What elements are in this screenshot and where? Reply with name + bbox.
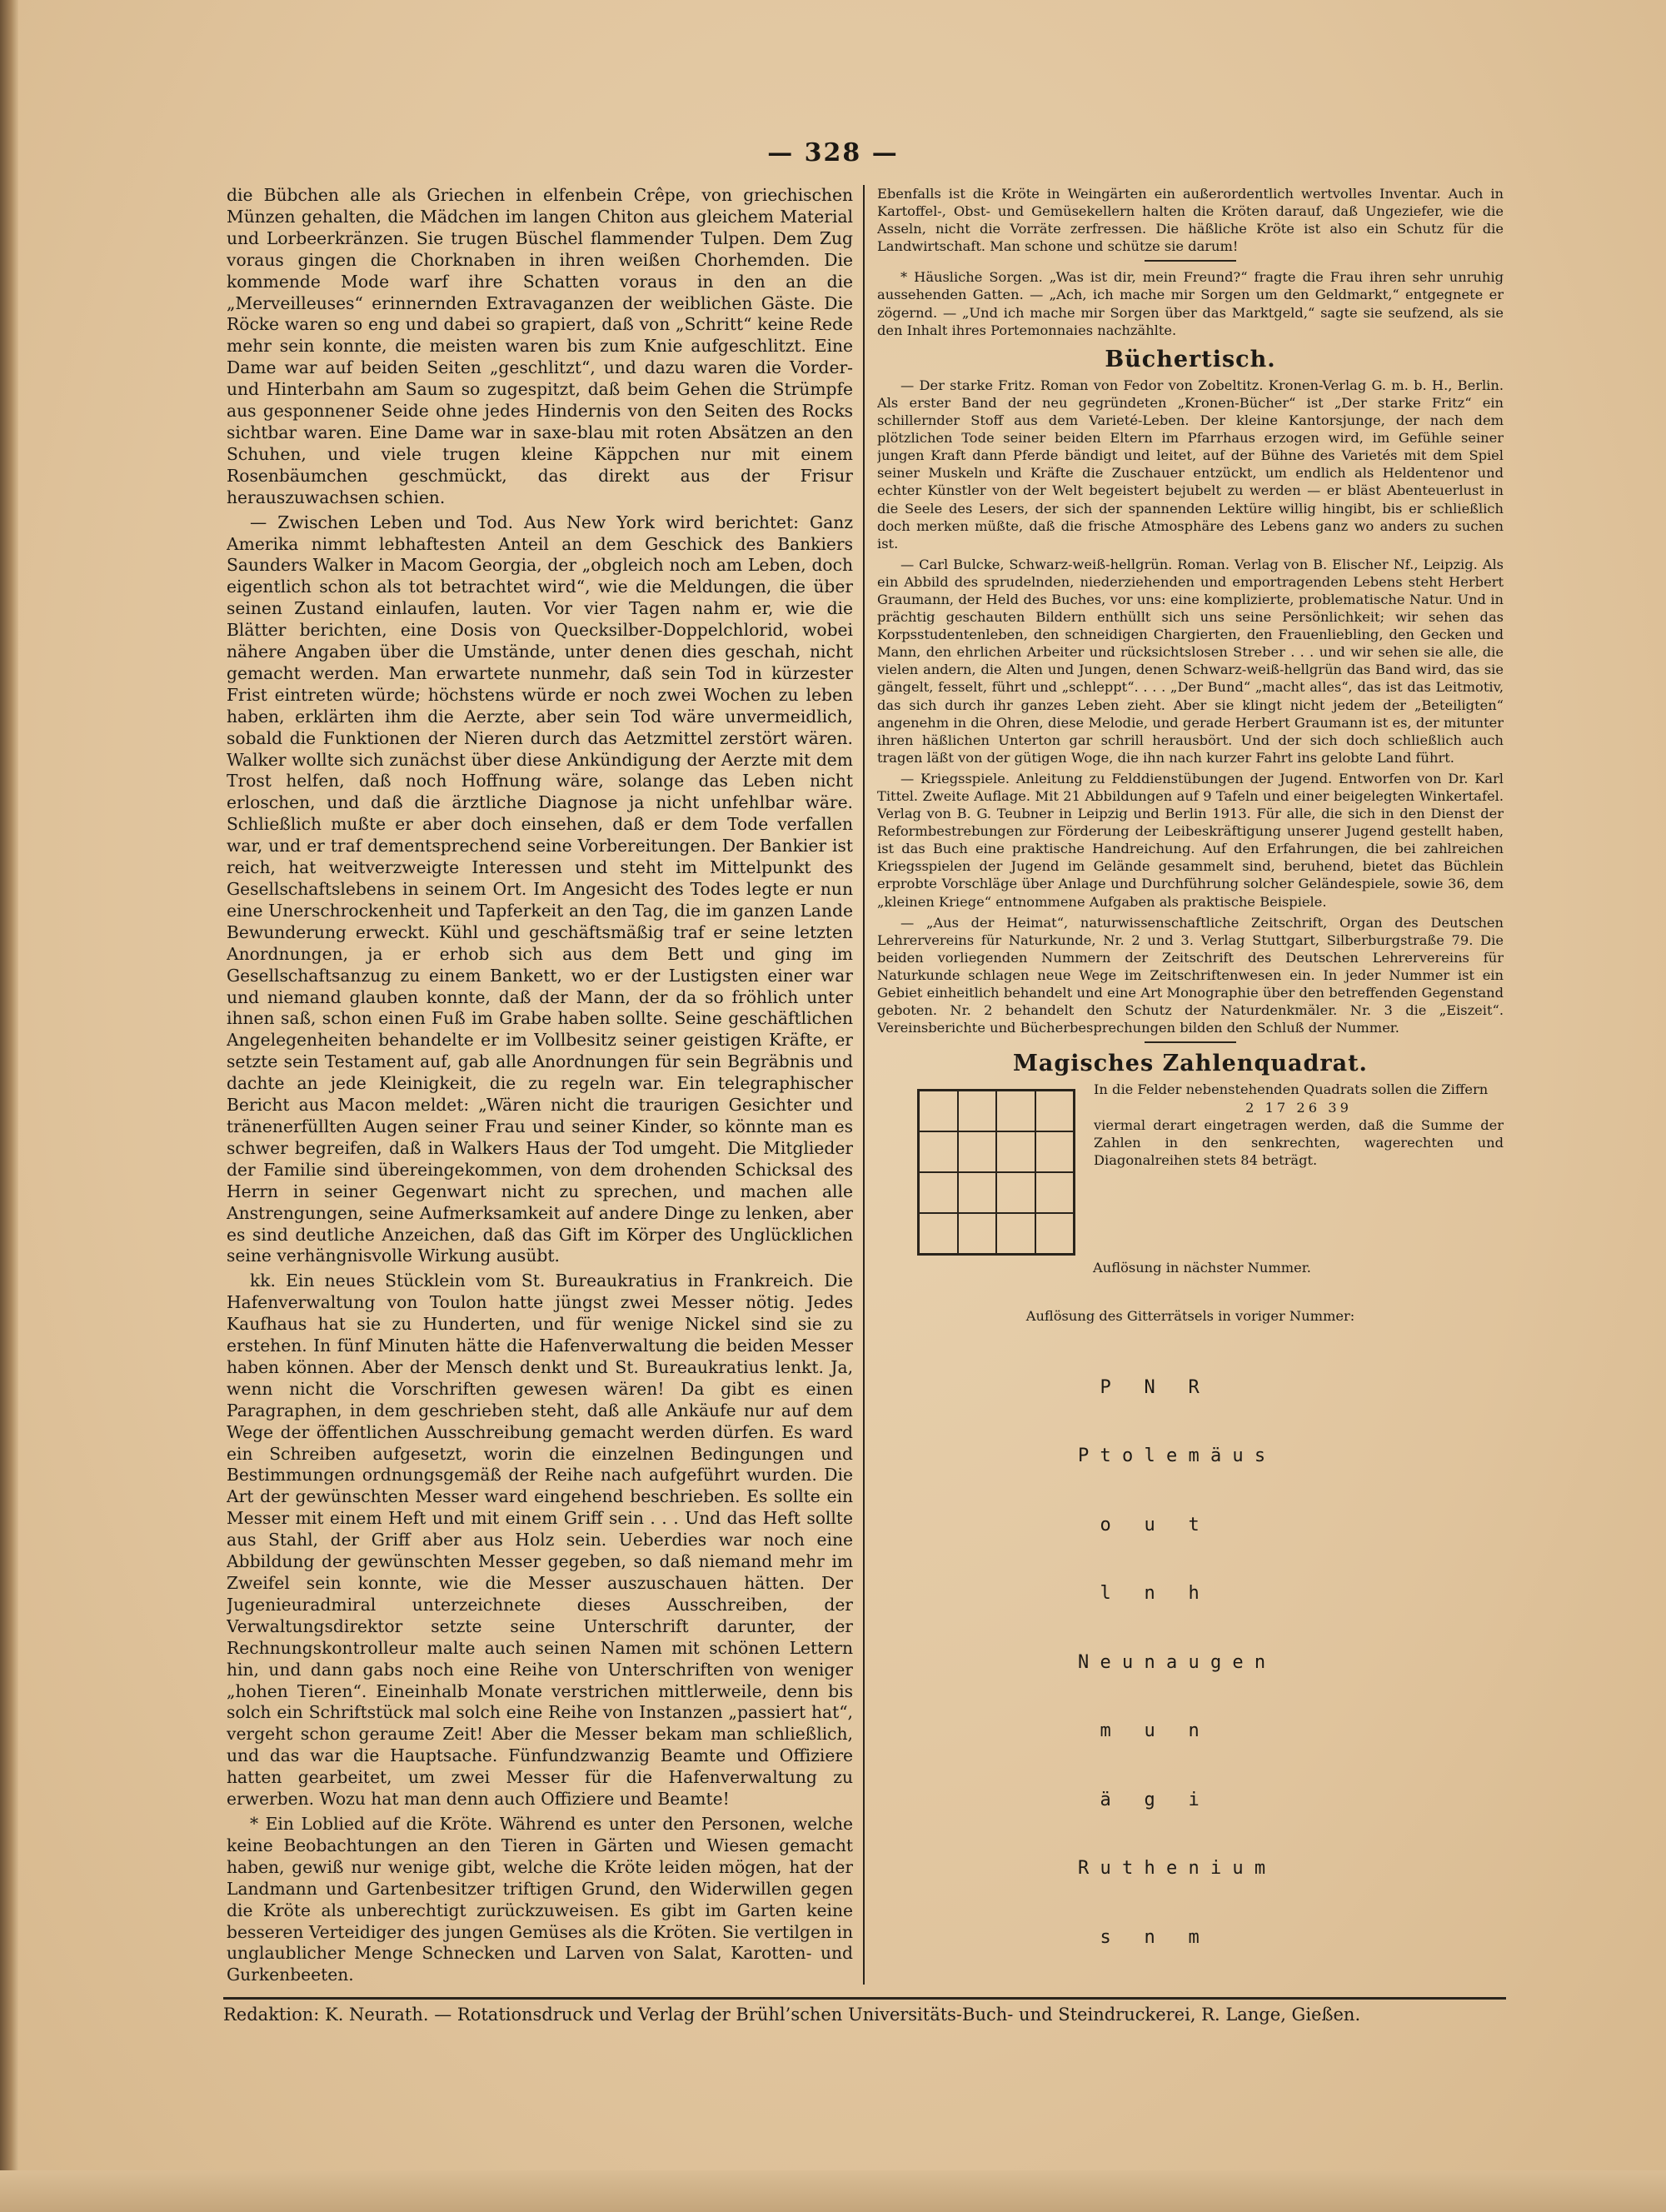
footer-divider: [223, 1997, 1506, 2000]
grid-cell: [1035, 1172, 1075, 1213]
article-loblied-kroete: * Ein Loblied auf die Kröte. Während es unter den Personen, welche keine Beobachtungen an den Tieren in Gärten und Wiesen gemacht haben, gewiß nur wenige gibt, welche die Kröte leiden mögen, hat der Landmann und Gartenbesitzer triftigen Grund, den Widerwillen gegen die Kröte als unberechtigt zurückzuweisen. Es gibt im Garten keine besseren Verteidiger des jungen Gemüses als die Kröten. Sie vertilgen in unglaublicher Menge Schnecken und Larven von Salat, Karotten- und Gurkenbeeten.: [227, 1813, 853, 1985]
grid-cell: [958, 1172, 997, 1213]
grid-cell: [1035, 1213, 1075, 1254]
article-zwischen-leben-und-tod: — Zwischen Leben und Tod. Aus New York wird berichtet: Ganz Amerika nimmt lebhaftesten Anteil an dem Geschick des Bankiers Saunders Walker in Macom Georgia, der „obgleich noch am Leben, doch eigentlich schon als tot betrachtet wird“, wie die Meldungen, die über seinen Zustand einlaufen, lauten. Vor vier Tagen nahm er, wie die Blätter berichten, eine Dosis von Quecksilber-Doppelchlorid, wobei nähere Angaben über die Umstände, unter denen dies geschah, nicht gemacht werden. Man erwartete nunmehr, daß sein Tod in kürzester Frist eintreten würde; höchstens würde er noch zwei Wochen zu leben haben, erklärten ihm die Aerzte, aber sein Tod wäre unvermeidlich, sobald die Funktionen der Nieren durch das Aetzmittel zerstört wären. Walker wollte sich zunächst über diese Ankündigung der Aerzte mit dem Trost helfen, daß noch Hoffnung wäre, solange das Leben nicht erloschen, und daß die ärztliche Diagnose ja nicht unfehlbar wäre. Schließlich mußte er aber doch einsehen, daß er dem Tode verfallen war, und er traf dementsprechend seine Vorbereitungen. Der Bankier ist reich, hat weitverzweigte Interessen und steht im Mittelpunkt des Gesellschaftslebens in seinem Ort. Im Angesicht des Todes legte er nun eine Unerschrockenheit und Tapferkeit an den Tag, die im ganzen Lande Bewunderung erweckt. Kühl und geschäftsmäßig traf er seine letzten Anordnungen, ja er erhob sich aus dem Bett und ging im Gesellschaftsanzug zu einem Bankett, wo er der Lustigsten einer war und niemand glauben konnte, daß der Mann, der da so fröhlich unter ihnen saß, schon einen Fuß im Grabe haben sollte. Seine geschäftlichen Angelegenheiten behandelte er im Vollbesitz seiner geistigen Kräfte, er setzte sein Testament auf, gab alle Anordnungen für sein Begräbnis und dachte an jede Kleinigkeit, die zu regeln war. Ein telegraphischer Bericht aus Macon meldet: „Wären nicht die traurigen Gesichter und tränenerfüllten Augen seiner Frau und seiner Kinder, so könnte man es schwer begreifen, daß in Walkers Haus der Tod umgeht. Die Mitglieder der Familie sind übereingekommen, von dem drohenden Schicksal des Herrn in seiner Gegenwart nicht zu sprechen, und machen alle Anstrengungen, seine Aufmerksamkeit auf andere Dinge zu lenken, aber es sind deutliche Anzeichen, daß das Gift im Körper des Unglücklichen seine verhängnisvolle Wirkung ausübt.: [227, 512, 853, 1266]
article-paragraph: die Bübchen alle als Griechen in elfenbein Crêpe, von griechischen Münzen gehalten, die Mädchen im langen Chiton aus gleichem Material und Lorbeerkränzen. Sie trugen Büschel flammender Tulpen. Dem Zug voraus gingen die Chorknaben in ihren weißen Chorhemden. Die kommende Mode warf ihre Schatten voraus in den an die „Merveilleuses“ erinnernden Extravaganzen der weiblichen Gäste. Die Röcke waren so eng und dabei so grapiert, daß von „Schritt“ keine Rede mehr sein konnte, die meisten waren bis zum Knie aufgeschlitzt. Eine Dame war auf beiden Seiten „geschlitzt“, und dazu waren die Vorder- und Hinterbahn am Saum so zugespitzt, daß beim Gehen die Strümpfe aus gesponnener Seide ohne jedes Hindernis von den Seiten des Rocks sichtbar waren. Eine Dame war in saxe-blau mit roten Absätzen an den Schuhen, und viele trugen kleine Käppchen nur mit einem Rosenbäumchen geschmückt, das direkt aus der Frisur herauszuwachsen schien.: [227, 185, 853, 507]
section-separator: [1145, 260, 1236, 262]
book-spine: [0, 0, 18, 2212]
right-column: [877, 185, 1504, 2001]
section-heading-magic-square: Magisches Zahlenquadrat.: [1013, 1051, 1368, 1077]
grid-cell: [919, 1172, 958, 1213]
grid-cell: [958, 1131, 997, 1172]
solution-line: s n m: [1078, 1926, 1200, 1948]
solution-line: l n h: [1078, 1583, 1200, 1604]
magic-text-intro: In die Felder nebenstehenden Quadrats sollen die Ziffern: [1094, 1081, 1489, 1098]
book-review: — Carl Bulcke, Schwarz-weiß-hellgrün. Roman. Verlag von B. Elischer Nf., Leipzig. Als ein Abbild des sprudelnden, niederziehenden und emportragenden Lebens steht Herbert Graumann, der Held des Buches, vor uns: eine komplizierte, problematische Natur. Und in prächtig geschauten Bildern enthüllt sich uns seine Persönlichkeit; wir sehen das Korpsstudentenleben, den schneidigen Chargierten, den Frauenliebling, den Gecken und Mann, den ehrlichen Arbeiter und rücksichtslosen Streber . . . und wir sehen sie alle, die vielen andern, die Alten und Jungen, denen Schwarz-weiß-hellgrün das Band wird, das sie gängelt, fesselt, führt und „schleppt“. . . . „Der Bund“ „macht alles“, das ist das Leitmotiv, das sich durch ihr ganzes Leben zieht. Aber sie klingt nicht jedem der „Beteiligten“ angenehm in die Ohren, diese Melodie, und gerade Herbert Graumann ist es, der mitunter ihren häßlichen Unterton gar schrill herausbört. Und der sich doch schließlich auch tragen läßt von der gütigen Woge, die ihn nach kurzer Fahrt ins gelobte Land führt.: [877, 556, 1504, 766]
magic-square-instructions: [1094, 1081, 1504, 1168]
grid-puzzle-solution-title: Auflösung des Gitterrätsels in voriger Nummer:: [1025, 1308, 1355, 1325]
article-paragraph: Ebenfalls ist die Kröte in Weingärten ein außerordentlich wertvolles Inventar. Auch in Kartoffel-, Obst- und Gemüsekellern halten die Kröten darauf, daß Ungeziefer, wie die Asseln, nicht die Vorräte zerfressen. Die häßliche Kröte ist also ein Schutz für die Landwirtschaft. Man schone und schütze sie darum!: [877, 186, 1504, 255]
grid-cell: [996, 1091, 1035, 1131]
solution-line: m u n: [1078, 1720, 1200, 1741]
page-number: — 328 —: [767, 138, 899, 167]
column-divider: [863, 185, 865, 1985]
article-bureaukratius: kk. Ein neues Stücklein vom St. Bureaukratius in Frankreich. Die Hafenverwaltung von Toulon hatte jüngst zwei Messer nötig. Jedes Kaufhaus hat sie zu Hunderten, und für wenige Nickel sind sie zu erstehen. In fünf Minuten hätte die Hafenverwaltung die beiden Messer haben können. Aber der Mensch denkt und St. Bureaukratius lenkt. Ja, wenn nicht die Vorschriften gewesen wären! Da gibt es einen Paragraphen, in dem geschrieben steht, daß alle Ankäufe nur auf dem Wege der öffentlichen Ausschreibung gemacht werden dürfen. Es ward ein Schreiben aufgesetzt, worin die einzelnen Bedingungen und Bestimmungen ordnungsgemäß der Reihe nach aufgeführt wurden. Die Art der gewünschten Messer ward eingehend beschrieben. Es sollte ein Messer mit einem Heft und mit einem Griff sein . . . Und das Heft sollte aus Stahl, der Griff aber aus Holz sein. Ueberdies war noch eine Abbildung der gewünschten Messer gegeben, so daß niemand mehr im Zweifel sein konnte, wie die Messer auszuschauen hätten. Der Jugenieuradmiral unterzeichnete dieses Ausschreiben, der Verwaltungsdirektor setzte seine Unterschrift darunter, der Rechnungskontrolleur malte auch seinen Namen mit schönen Lettern hin, und dann gabs noch eine Reihe von Unterschriften von weniger „hohen Tieren“. Eineinhalb Monate verstrichen mittlerweile, denn bis solch ein Schriftstück mal solch eine Reihe von Instanzen „passiert hat“, vergeht schon geraume Zeit! Aber die Messer bekam man schließlich, und das war die Hauptsache. Fünfundzwanzig Beamte und Offiziere hatten gearbeitet, um zwei Messer für die Hafenverwaltung zu erwerben. Wozu hat man denn auch Offiziere und Beamte!: [227, 1271, 853, 1810]
grid-cell: [919, 1131, 958, 1172]
magic-square-puzzle: [877, 1081, 1504, 1297]
grid-cell: [996, 1172, 1035, 1213]
solution-line: P t o l e m ä u s: [1078, 1446, 1266, 1466]
solution-line: o u t: [1078, 1514, 1200, 1535]
grid-cell: [1035, 1091, 1075, 1131]
magic-text-rule: viermal derart eingetragen werden, daß die Summe der Zahlen in den senkrechten, wagerechten und Diagonalreihen stets 84 beträgt.: [1094, 1116, 1504, 1168]
solution-line: P N R: [1078, 1376, 1200, 1398]
page-bottom-edge: [0, 2170, 1666, 2212]
grid-cell: [919, 1091, 958, 1131]
imprint-footer: Redaktion: K. Neurath. — Rotationsdruck und Verlag der Brühl’schen Universitäts-Buch- und Steindruckerei, R. Lange, Gießen.: [223, 2005, 1361, 2025]
section-separator: [1145, 1041, 1236, 1043]
grid-cell: [1035, 1131, 1075, 1172]
magic-numbers: 2 17 26 39: [1245, 1099, 1352, 1116]
magic-square-grid: [917, 1089, 1075, 1256]
grid-cell: [996, 1213, 1035, 1254]
section-heading-buechertisch: Büchertisch.: [1105, 346, 1276, 372]
solution-line: N e u n a u g e n: [1078, 1651, 1266, 1673]
solution-line: R u t h e n i u m: [1078, 1858, 1266, 1879]
article-haeusliche-sorgen: * Häusliche Sorgen. „Was ist dir, mein Freund?“ fragte die Frau ihren sehr unruhig aussehenden Gatten. — „Ach, ich mache mir Sorgen um den Geldmarkt,“ entgegnete er zögernd. — „Und ich mache mir Sorgen über das Marktgeld,“ sagte sie seufzend, als sie den Inhalt ihres Portemonnaies nachzählte.: [877, 269, 1504, 338]
book-review: — Der starke Fritz. Roman von Fedor von Zobeltitz. Kronen-Verlag G. m. b. H., Berlin. Als erster Band der neu gegründeten „Kronen-Bücher“ ist „Der starke Fritz“ ein schillernder Stoff aus dem Varieté-Leben. Der kleine Kantorsjunge, der nach dem plötzlichen Tode seiner beiden Eltern im Pfarrhaus erzogen wird, im Gefühle seiner jungen Kraft dann Pferde bändigt und leitet, auf der Bühne des Varietés mit dem Spiel seiner Muskeln und Kräfte die Zuschauer entzückt, um endlich als Heldentenor und echter Künstler von der Welt begeistert bejubelt zu werden — er bläst Abenteuerlust in die Seele des Lesers, der sich der spannenden Lektüre willig hingibt, bis er schließlich doch merken müßte, daß die frische Atmosphäre des Lebens ganz wo anders zu suchen ist.: [877, 377, 1504, 552]
magic-solution-note: Auflösung in nächster Nummer.: [1093, 1260, 1311, 1276]
book-review: — Kriegsspiele. Anleitung zu Felddienstübungen der Jugend. Entworfen von Dr. Karl Tittel. Zweite Auflage. Mit 21 Abbildungen auf 9 Tafeln und einer beigelegten Winkertafel. Verlag von B. G. Teubner in Leipzig und Berlin 1913. Für alle, die sich in den Dienst der Reformbestrebungen zur Förderung der Leibeskräftigung unserer Jugend gestellt haben, ist das Buch eine praktische Handreichung. Auf den Erfahrungen, die bei zahlreichen Kriegsspielen der Jugend im Gelände gesammelt sind, beruhend, bietet das Büchlein erprobte Vorschläge über Anlage und Durchführung solcher Geländespiele, sowie 36, dem „kleinen Kriege“ entnommene Aufgaben als praktische Beispiele.: [877, 770, 1504, 910]
left-column: [227, 185, 853, 2001]
grid-cell: [958, 1091, 997, 1131]
grid-cell: [958, 1213, 997, 1254]
grid-cell: [996, 1131, 1035, 1172]
grid-puzzle-solution: [1078, 1331, 1303, 1995]
grid-cell: [919, 1213, 958, 1254]
solution-line: ä g i: [1078, 1789, 1200, 1810]
book-review: — „Aus der Heimat“, naturwissenschaftliche Zeitschrift, Organ des Deutschen Lehrervereins für Naturkunde, Nr. 2 und 3. Verlag Stuttgart, Silberburgstraße 79. Die beiden vorliegenden Nummern der Zeitschrift des Deutschen Lehrervereins für Naturkunde schlagen neue Wege im Zeitschriftenwesen ein. In jeder Nummer ist ein Gebiet einheitlich behandelt und eine Art Monographie über den betreffenden Gegenstand geboten. Nr. 2 behandelt den Schutz der Naturdenkmäler. Nr. 3 die „Eiszeit“. Vereinsberichte und Bücherbesprechungen bilden den Schluß der Nummer.: [877, 914, 1504, 1036]
